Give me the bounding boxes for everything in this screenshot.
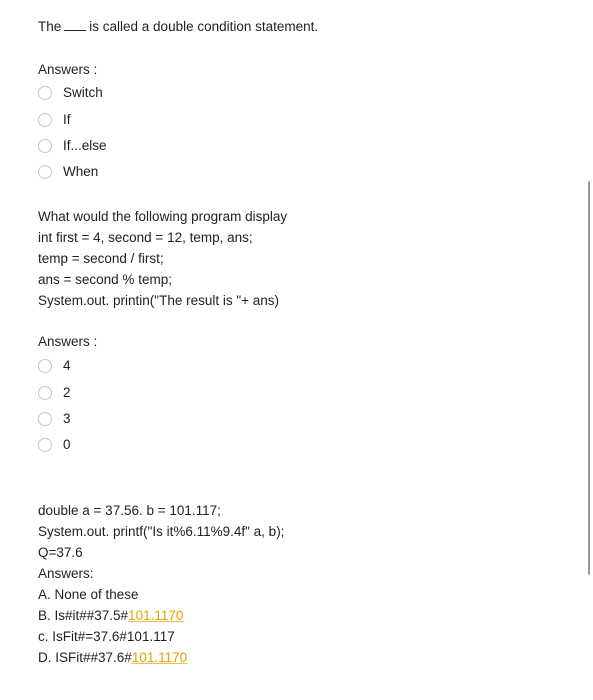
question-2-option-4[interactable] — [38, 358, 71, 373]
vertical-scrollbar[interactable] — [588, 181, 590, 575]
option-label: If — [63, 112, 71, 127]
option-b-text: B. Is#it##37.5# — [38, 608, 129, 623]
option-label: 3 — [63, 411, 71, 426]
question-3-line: System.out. printf("Is it%6.11%9.4f" a, b); — [38, 524, 285, 539]
question-2-option-0[interactable] — [38, 437, 71, 452]
radio-button-icon[interactable] — [38, 438, 52, 452]
option-label: Switch — [63, 85, 103, 100]
question-3-option-c: c. IsFit#=37.6#101.117 — [38, 629, 175, 644]
radio-button-icon[interactable] — [38, 86, 52, 100]
question-1-prefix: The — [38, 19, 62, 34]
option-d-link[interactable]: 101.1170 — [131, 650, 188, 665]
question-2-answers-label: Answers : — [38, 334, 98, 349]
question-1-option-switch[interactable] — [38, 85, 103, 100]
blank-line — [64, 20, 86, 31]
radio-button-icon[interactable] — [38, 113, 52, 127]
question-2-line: ans = second % temp; — [38, 272, 172, 287]
option-b-link[interactable]: 101.1170 — [128, 608, 184, 623]
question-2-option-2[interactable] — [38, 385, 71, 400]
question-2-line: System.out. printin("The result is "+ ans) — [38, 293, 280, 308]
question-2-line: temp = second / first; — [38, 251, 164, 266]
question-2-line: int first = 4, second = 12, temp, ans; — [38, 230, 253, 245]
option-label: When — [63, 164, 99, 179]
question-1-answers-label: Answers : — [38, 62, 98, 77]
question-3-option-a: A. None of these — [38, 587, 139, 602]
option-label: 4 — [63, 358, 71, 373]
question-1-option-if[interactable] — [38, 112, 71, 127]
option-label: 0 — [63, 437, 71, 452]
option-label: If...else — [63, 138, 107, 153]
radio-button-icon[interactable] — [38, 139, 52, 153]
option-label: 2 — [63, 385, 71, 400]
question-3-option-b — [38, 608, 183, 623]
question-1-text — [38, 19, 318, 34]
question-3-answers-label: Answers: — [38, 566, 94, 581]
radio-button-icon[interactable] — [38, 165, 52, 179]
question-3-option-d — [38, 650, 187, 665]
question-3-line: Q=37.6 — [38, 545, 83, 560]
option-d-text: D. ISFit##37.6# — [38, 650, 132, 665]
question-1-suffix: is called a double condition statement. — [89, 19, 319, 34]
radio-button-icon[interactable] — [38, 412, 52, 426]
question-2-line: What would the following program display — [38, 209, 288, 224]
radio-button-icon[interactable] — [38, 386, 52, 400]
question-2-option-3[interactable] — [38, 411, 71, 426]
radio-button-icon[interactable] — [38, 359, 52, 373]
question-3-line: double a = 37.56. b = 101.117; — [38, 503, 221, 518]
question-1-option-when[interactable] — [38, 164, 98, 179]
question-1-option-if-else[interactable] — [38, 138, 107, 153]
